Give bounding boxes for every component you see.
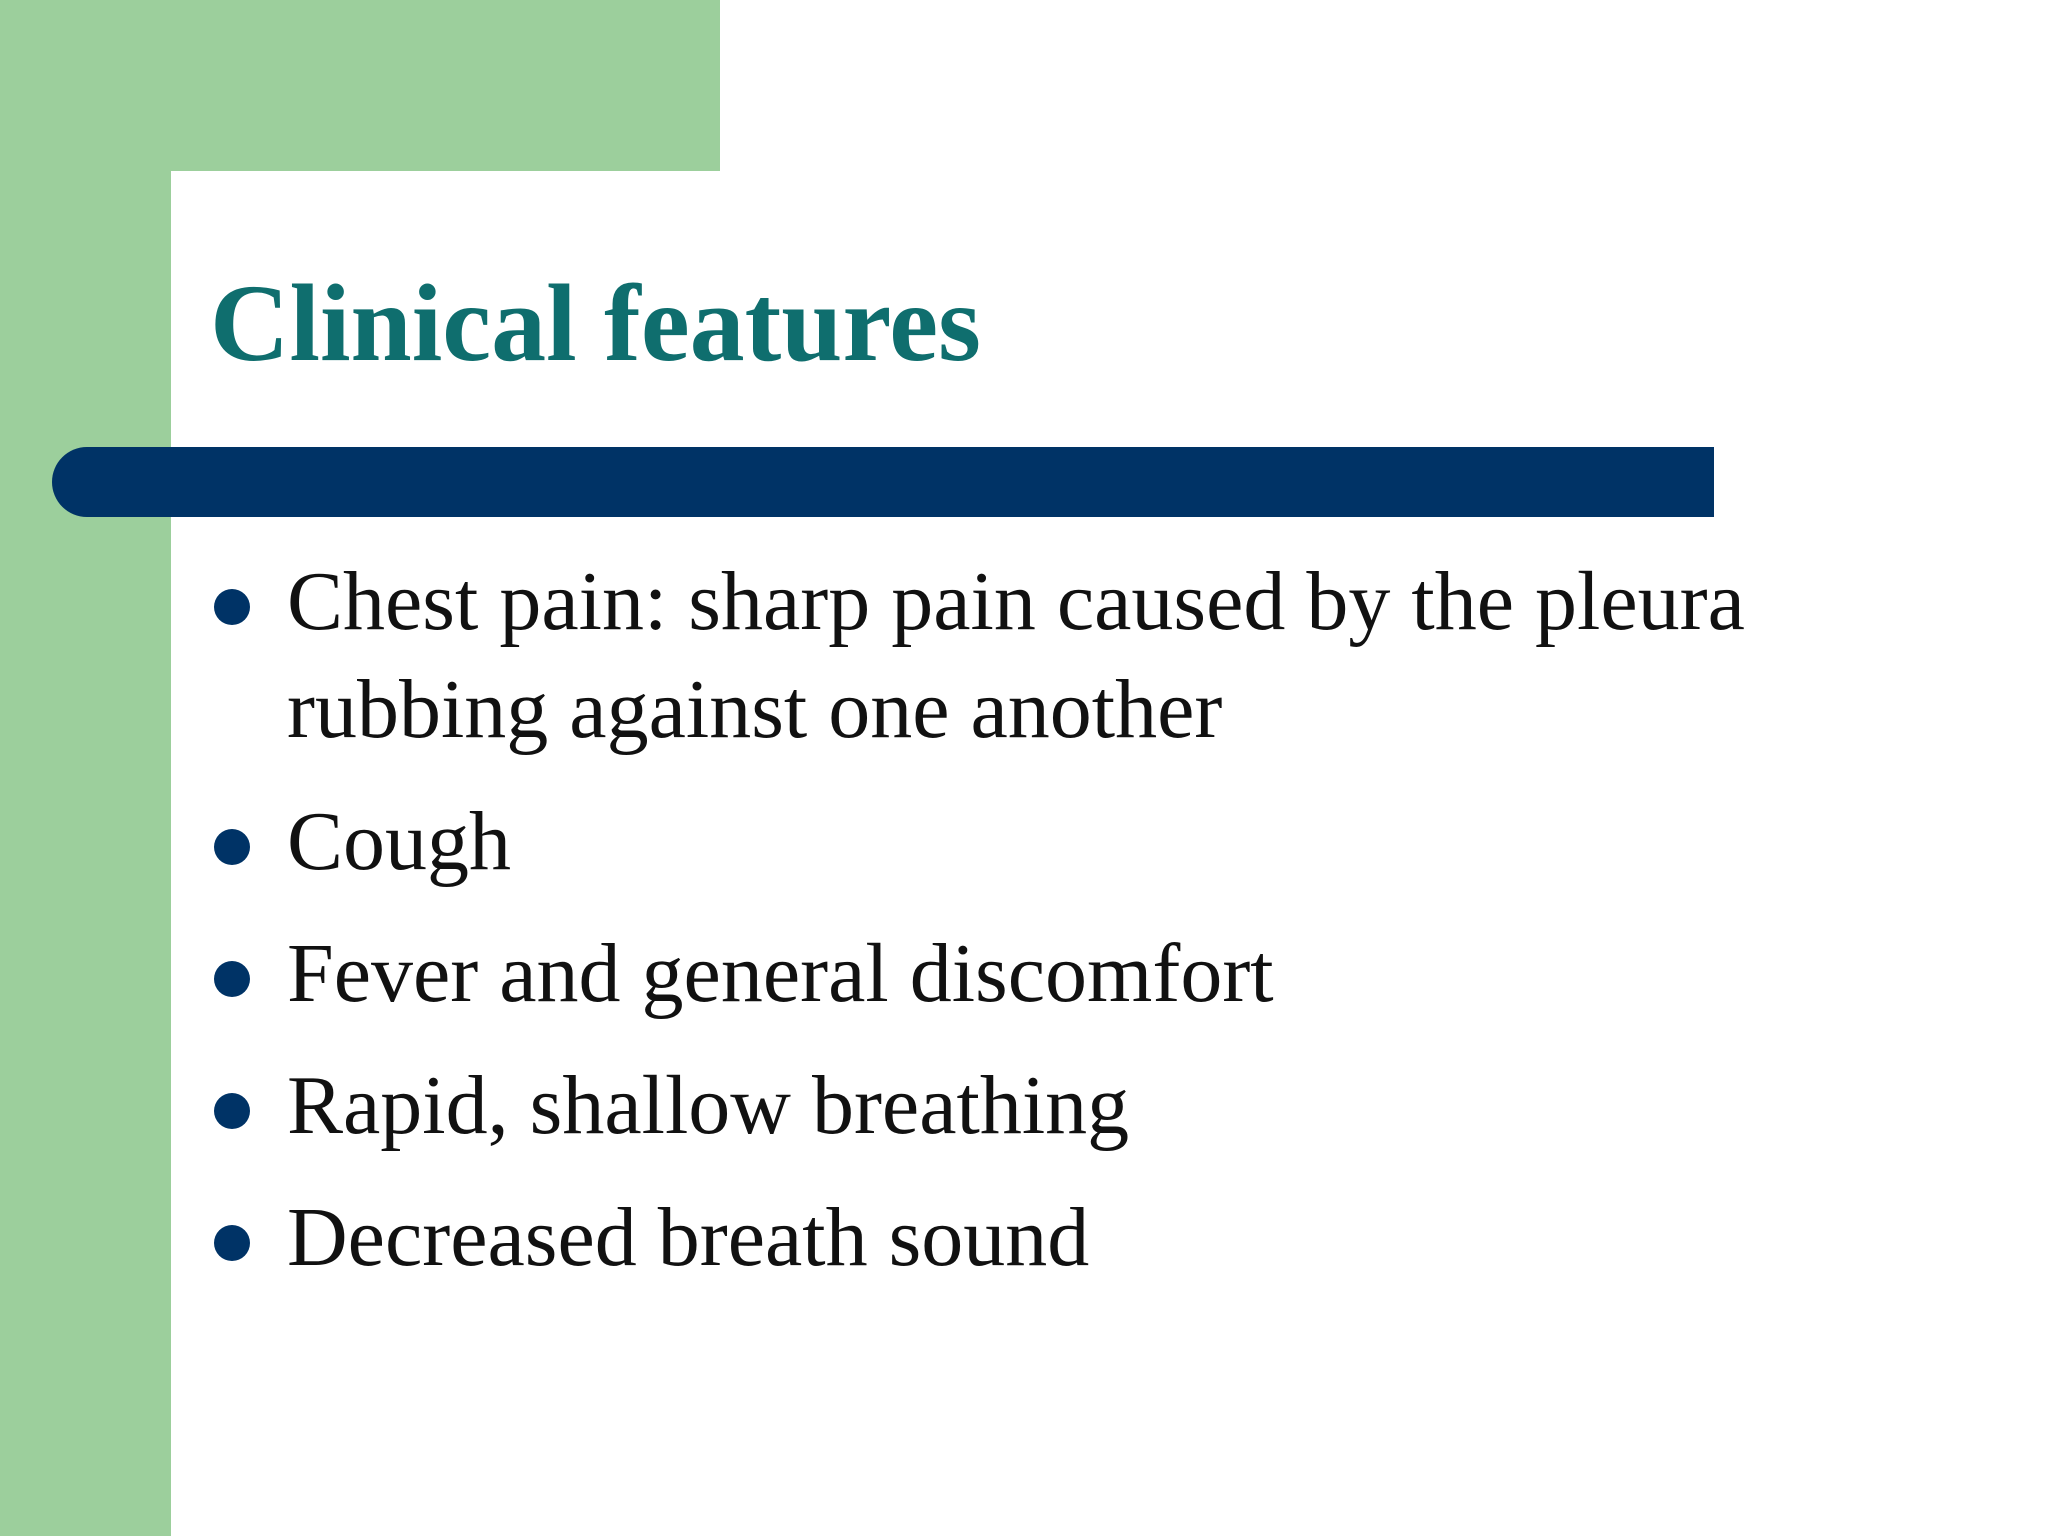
bullet-item-breathing <box>210 1052 2010 1160</box>
bullet-text: Rapid, shallow breathing <box>287 1059 1130 1152</box>
green-top-band <box>0 0 720 171</box>
bullet-list <box>210 548 2010 1316</box>
bullet-dot-icon <box>214 829 250 865</box>
bullet-dot-icon <box>214 1093 250 1129</box>
bullet-item-chest-pain <box>210 548 2010 764</box>
bullet-item-breath-sound <box>210 1184 2010 1292</box>
bullet-text: Chest pain: sharp pain caused by the pleura rubbing against one another <box>287 555 1745 756</box>
bullet-item-cough <box>210 788 2010 896</box>
bullet-dot-icon <box>214 1225 250 1261</box>
bullet-text: Fever and general discomfort <box>287 927 1274 1020</box>
bullet-dot-icon <box>214 589 250 625</box>
bullet-text: Cough <box>287 795 512 888</box>
slide-title: Clinical features <box>210 262 981 384</box>
bullet-text: Decreased breath sound <box>287 1191 1090 1284</box>
title-divider-bar <box>52 447 1714 517</box>
green-sidebar <box>0 0 171 1536</box>
bullet-dot-icon <box>214 961 250 997</box>
bullet-item-fever <box>210 920 2010 1028</box>
